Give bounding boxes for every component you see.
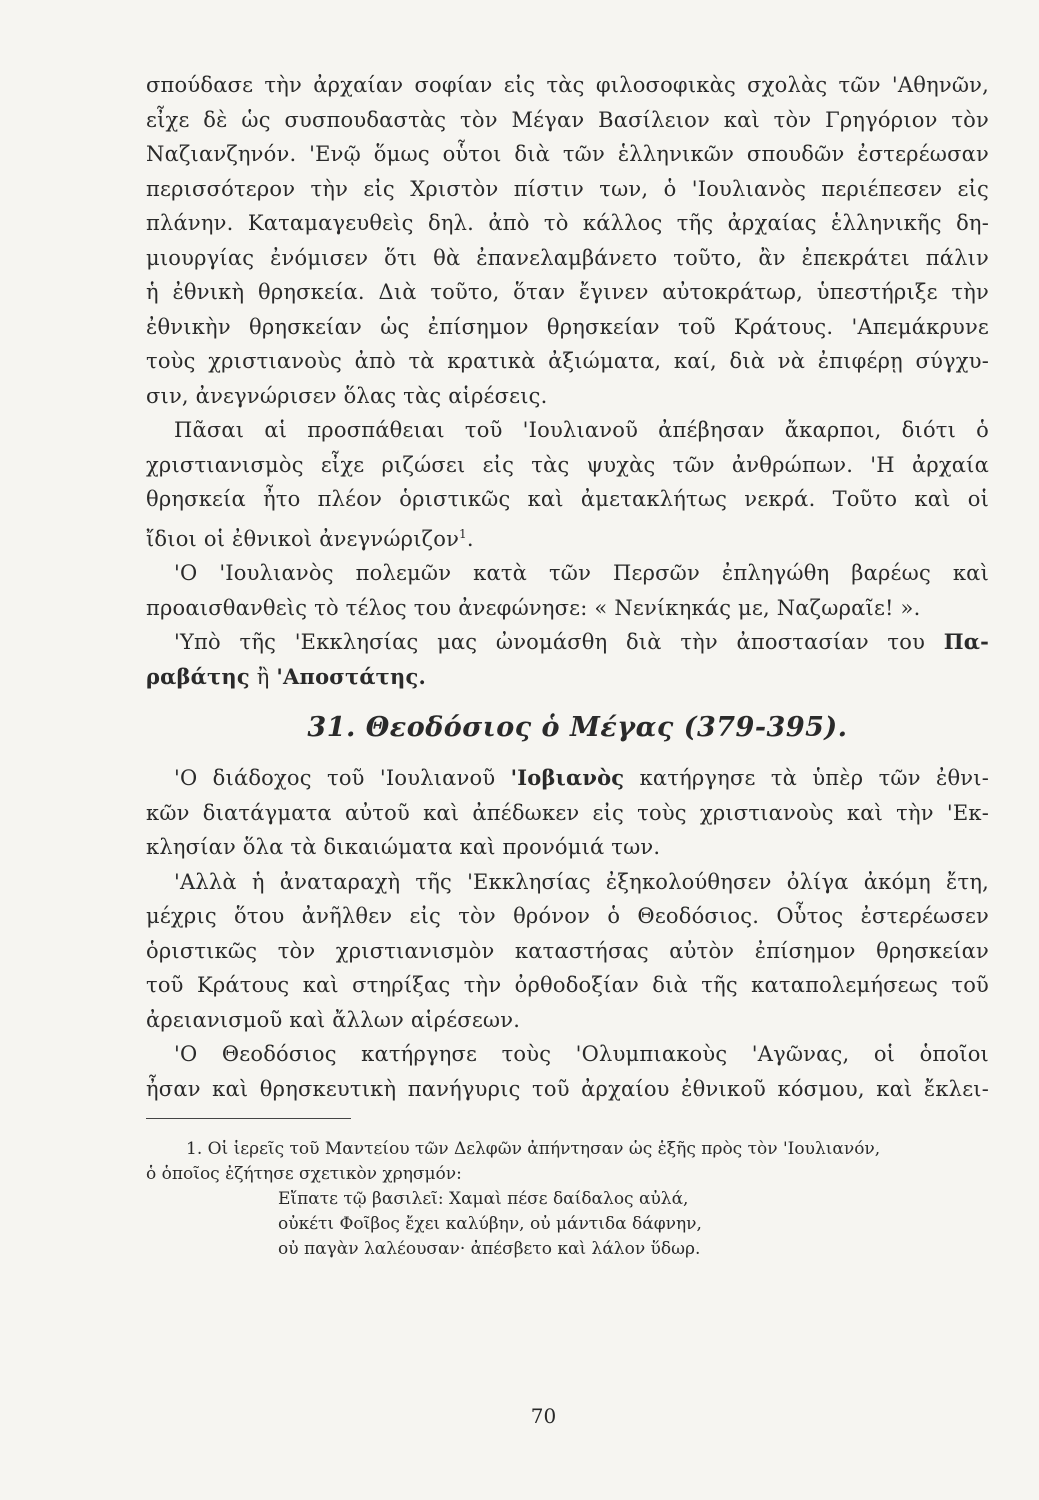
- text-line: Ναζιανζηνόν. 'Ενῷ ὅμως οὗτοι διὰ τῶν ἑλληνικῶν σπουδῶν ἐστερέωσαν: [146, 142, 989, 166]
- bold-term: Πα-: [943, 629, 989, 654]
- text-line: προαισθανθεὶς τὸ τέλος του ἀνεφώνησε: « Νενίκηκάς με, Ναζωραῖε! ».: [146, 595, 921, 620]
- text-line: χριστιανισμὸς εἶχε ριζώσει εἰς τὰς ψυχὰς τῶν ἀνθρώπων. 'Η ἀρχαία: [146, 452, 989, 477]
- text-line: περισσότερον τὴν εἰς Χριστὸν πίστιν των, ὁ 'Ιουλιανὸς περιέπεσεν εἰς: [146, 176, 989, 201]
- text-line: [146, 625, 989, 660]
- text-line: ἦσαν καὶ θρησκευτικὴ πανήγυρις τοῦ ἀρχαίου ἐθνικοῦ κόσμου, καὶ ἔκλει-: [146, 1076, 989, 1101]
- text-line: σπούδασε τὴν ἀρχαίαν σοφίαν εἰς τὰς φιλοσοφικὰς σχολὰς τῶν 'Αθηνῶν,: [146, 73, 989, 97]
- text-line: κλησίαν ὅλα τὰ δικαιώματα καὶ προνόμιά των.: [146, 835, 661, 859]
- paragraph-julian-education: [146, 68, 989, 413]
- text-line: σιν, ἀνεγνώρισεν ὅλας τὰς αἱρέσεις.: [146, 383, 548, 408]
- text-line: 'Αλλὰ ἡ ἀναταραχὴ τῆς 'Εκκλησίας ἐξηκολούθησεν ὀλίγα ἀκόμη ἔτη,: [174, 869, 989, 894]
- text-line: 'Ο 'Ιουλιανὸς πολεμῶν κατὰ τῶν Περσῶν ἐπληγώθη βαρέως καὶ: [174, 561, 989, 585]
- text-line: τοῦ Κράτους καὶ στηρίξας τὴν ὀρθοδοξίαν διὰ τῆς καταπολεμήσεως τοῦ: [146, 973, 989, 997]
- footnote-line: ὁ ὁποῖος ἐζήτησε σχετικὸν χρησμόν:: [146, 1164, 462, 1184]
- section-title: 31. Θεοδόσιος ὁ Μέγας (379-395).: [307, 712, 848, 743]
- text-line: [146, 660, 989, 695]
- paragraph-theodosius: [146, 865, 989, 1038]
- bold-term: 'Ιοβιανὸς: [510, 765, 625, 790]
- page-number: 70: [530, 1404, 557, 1428]
- text-line: 'Ο Θεοδόσιος κατήργησε τοὺς 'Ολυμπιακοὺς 'Αγῶνας, οἱ ὁποῖοι: [174, 1042, 989, 1066]
- text-line: εἶχε δὲ ὡς συσπουδαστὰς τὸν Μέγαν Βασίλειον καὶ τὸν Γρηγόριον τὸν: [146, 107, 989, 132]
- text-line: [146, 761, 989, 796]
- paragraph-olympic-games: [146, 1037, 989, 1106]
- text-line: κῶν διατάγματα αὐτοῦ καὶ ἀπέδωκεν εἰς τοὺς χριστιανοὺς καὶ τὴν 'Εκ-: [146, 800, 989, 825]
- verse-line: Εἴπατε τῷ βασιλεῖ: Χαμαὶ πέσε δαίδαλος αὐλά,: [278, 1189, 689, 1209]
- paragraph-julian-name: [146, 625, 989, 694]
- paragraph-julian-efforts: [146, 413, 989, 556]
- verse-line: οὐ παγὰν λαλέουσαν· ἀπέσβετο καὶ λάλον ὕδωρ.: [278, 1239, 701, 1259]
- text-line: Πᾶσαι αἱ προσπάθειαι τοῦ 'Ιουλιανοῦ ἀπέβησαν ἄκαρποι, διότι ὁ: [174, 418, 989, 442]
- bold-term: ραβάτης: [146, 663, 250, 689]
- text-fragment: 'Ο διάδοχος τοῦ 'Ιουλιανοῦ: [174, 766, 496, 790]
- footnote-marker: 1: [459, 526, 467, 541]
- text-line: ἡ ἐθνικὴ θρησκεία. Διὰ τοῦτο, ὅταν ἔγινεν αὐτοκράτωρ, ὑπεστήριξε τὴν: [146, 280, 989, 304]
- text-line: ἴδιοι οἱ ἐθνικοὶ ἀνεγνώριζον$^1$.: [146, 526, 474, 551]
- text-line: μέχρις ὅτου ἀνῆλθεν εἰς τὸν θρόνον ὁ Θεοδόσιος. Οὗτος ἐστερέωσεν: [146, 904, 989, 928]
- text-line: ἀρειανισμοῦ καὶ ἄλλων αἱρέσεων.: [146, 1007, 521, 1032]
- verse-line: οὐκέτι Φοῖβος ἔχει καλύβην, οὐ μάντιδα δάφνην,: [278, 1214, 702, 1234]
- footnote-line: 1. Οἱ ἱερεῖς τοῦ Μαντείου τῶν Δελφῶν ἀπήντησαν ὡς ἑξῆς πρὸς τὸν 'Ιουλιανόν,: [186, 1139, 881, 1159]
- paragraph-jovian: [146, 761, 989, 865]
- footnote-divider: [146, 1118, 351, 1119]
- text-line: ἐθνικὴν θρησκείαν ὡς ἐπίσημον θρησκείαν τοῦ Κράτους. 'Απεμάκρυνε: [146, 314, 989, 339]
- bold-term: 'Αποστάτης.: [276, 663, 426, 689]
- text-line: τοὺς χριστιανοὺς ἀπὸ τὰ κρατικὰ ἀξιώματα, καί, διὰ νὰ ἐπιφέρῃ σύγχυ-: [146, 349, 989, 373]
- text-fragment: ἴδιοι οἱ ἐθνικοὶ ἀνεγνώριζον: [146, 526, 460, 551]
- text-line: μιουργίας ἐνόμισεν ὅτι θὰ ἐπανελαμβάνετο τοῦτο, ἂν ἐπεκράτει πάλιν: [146, 245, 989, 270]
- text-fragment: κατήργησε τὰ ὑπὲρ τῶν ἐθνι-: [639, 766, 989, 790]
- text-fragment: ἢ: [256, 664, 270, 689]
- text-line: πλάνην. Καταμαγευθεὶς δηλ. ἀπὸ τὸ κάλλος τῆς ἀρχαίας ἑλληνικῆς δη-: [146, 211, 989, 235]
- text-line: θρησκεία ἦτο πλέον ὁριστικῶς καὶ ἀμετακλήτως νεκρά. Τοῦτο καὶ οἱ: [146, 487, 989, 511]
- footnote: [146, 1137, 989, 1262]
- paragraph-julian-death: [146, 556, 989, 625]
- oracle-verse: [146, 1187, 989, 1262]
- text-fragment: 'Υπὸ τῆς 'Εκκλησίας μας ὠνομάσθη διὰ τὴν ἀποστασίαν του: [174, 630, 926, 654]
- text-line: ὁριστικῶς τὸν χριστιανισμὸν καταστήσας αὐτὸν ἐπίσημον θρησκείαν: [146, 938, 989, 963]
